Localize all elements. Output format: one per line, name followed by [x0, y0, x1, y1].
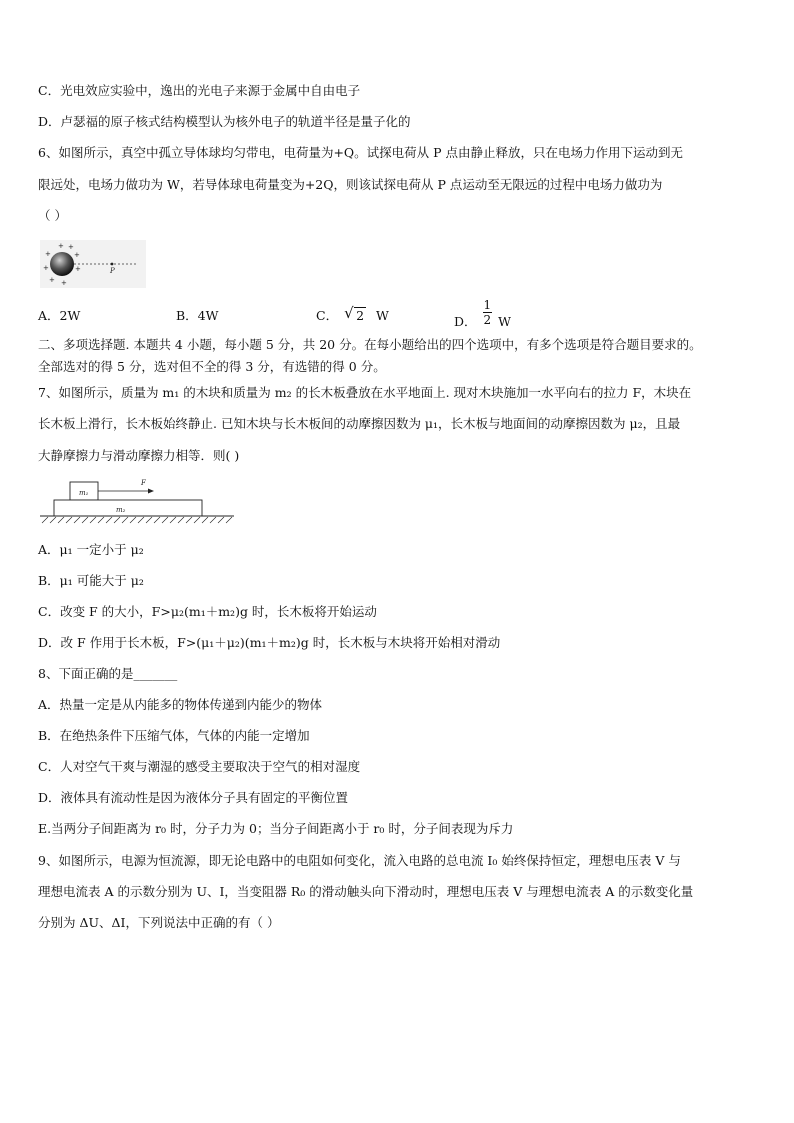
svg-text:+: +: [45, 250, 51, 258]
q8-option-d: D．液体具有流动性是因为液体分子具有固定的平衡位置: [38, 790, 349, 805]
question-6-text-2: 限远处，电场力做功为 W，若导体球电荷量变为+2Q，则该试探电荷从 P 点运动至无限远的过程中电场力做功为: [38, 177, 663, 192]
question-6-figure: [40, 240, 146, 288]
force-label: F: [141, 479, 146, 487]
section-2-title: 二、多项选择题. 本题共 4 小题，每小题 5 分，共 20 分。在每小题给出的四个选项中，有多个选项是符合题目要求的。: [38, 337, 702, 352]
option-c-line: C．光电效应实验中，逸出的光电子来源于金属中自由电子: [38, 83, 361, 98]
q8-option-c: C．人对空气干爽与潮湿的感受主要取决于空气的相对湿度: [38, 759, 361, 774]
q7-option-d: D．改 F 作用于长木板，F>(μ₁＋μ₂)(m₁＋m₂)g 时，长木板与木块将开始相对滑动: [38, 635, 501, 650]
svg-text:+: +: [68, 243, 74, 251]
arrow-head-icon: [148, 489, 154, 494]
question-9-text-2: 理想电流表 A 的示数分别为 U、I，当变阻器 R₀ 的滑动触头向下滑动时，理想电压表 V 与理想电流表 A 的示数变化量: [38, 884, 694, 899]
section-2-scoring: 全部选对的得 5 分，选对但不全的得 3 分，有选错的得 0 分。: [38, 359, 386, 374]
q6-option-c-prefix: C．: [316, 308, 339, 323]
block-m2: [54, 500, 202, 516]
svg-text:+: +: [58, 242, 64, 250]
q6-option-d: [454, 298, 511, 327]
question-6-text-1: 6、如图所示，真空中孤立导体球均匀带电，电荷量为+Q。试探电荷从 P 点由静止释放，只在电场力作用下运动到无: [38, 145, 684, 160]
fraction-denominator: 2: [483, 313, 492, 327]
q7-option-b: B．μ₁ 可能大于 μ₂: [38, 573, 144, 588]
question-7-text-3: 大静摩擦力与滑动摩擦力相等．则( ): [38, 448, 240, 463]
q6-option-d-unit: W: [498, 314, 511, 329]
q8-option-e: E.当两分子间距离为 r₀ 时，分子力为 0；当分子间距离小于 r₀ 时，分子间表现为斥力: [38, 821, 514, 836]
svg-text:+: +: [61, 279, 67, 287]
block-m1-label: m₁: [79, 489, 89, 497]
svg-text:+: +: [74, 251, 80, 259]
block-m2-label: m₂: [116, 506, 126, 514]
q6-option-d-prefix: D．: [454, 314, 477, 329]
question-6-answer-paren: （ ）: [38, 208, 67, 223]
svg-text:+: +: [75, 265, 81, 273]
ground-hatching: [42, 517, 232, 523]
svg-text:+: +: [49, 276, 55, 284]
question-8-text: 8、下面正确的是_______: [38, 666, 178, 681]
question-7-figure: [38, 476, 238, 528]
q8-option-a: A．热量一定是从内能多的物体传递到内能少的物体: [38, 697, 323, 712]
option-d-line: D．卢瑟福的原子核式结构模型认为核外电子的轨道半径是量子化的: [38, 114, 411, 129]
q6-option-c-unit: W: [376, 308, 389, 323]
question-7-text-2: 长木板上滑行，长木板始终静止. 已知木块与长木板间的动摩擦因数为 μ₁，长木板与地面间的动摩擦因数为 μ₂，且最: [38, 416, 681, 431]
charged-sphere: [50, 252, 74, 276]
q7-option-a: A．μ₁ 一定小于 μ₂: [38, 542, 144, 557]
question-9-text-1: 9、如图所示，电源为恒流源，即无论电路中的电阻如何变化，流入电路的总电流 I₀ 始终保持恒定，理想电压表 V 与: [38, 853, 681, 868]
q6-option-a: A．2W: [38, 308, 81, 323]
svg-text:+: +: [43, 264, 49, 272]
sqrt-sign-icon: √: [344, 304, 354, 322]
fraction: [483, 298, 493, 327]
q8-option-b: B．在绝热条件下压缩气体，气体的内能一定增加: [38, 728, 310, 743]
q6-option-b: B．4W: [176, 308, 219, 323]
question-9-text-3: 分别为 ΔU、ΔI，下列说法中正确的有（ ）: [38, 915, 280, 930]
point-p-label: P: [110, 267, 115, 275]
point-p: [111, 263, 114, 266]
question-7-text-1: 7、如图所示，质量为 m₁ 的木块和质量为 m₂ 的长木板叠放在水平地面上. 现对木块施加一水平向右的拉力 F，木块在: [38, 385, 692, 400]
sqrt-expression: [344, 304, 366, 324]
q6-option-c: [316, 304, 389, 324]
fraction-numerator: 1: [483, 298, 492, 312]
q7-option-c: C．改变 F 的大小，F>μ₂(m₁＋m₂)g 时，长木板将开始运动: [38, 604, 377, 619]
sqrt-radicand: 2: [356, 308, 365, 323]
